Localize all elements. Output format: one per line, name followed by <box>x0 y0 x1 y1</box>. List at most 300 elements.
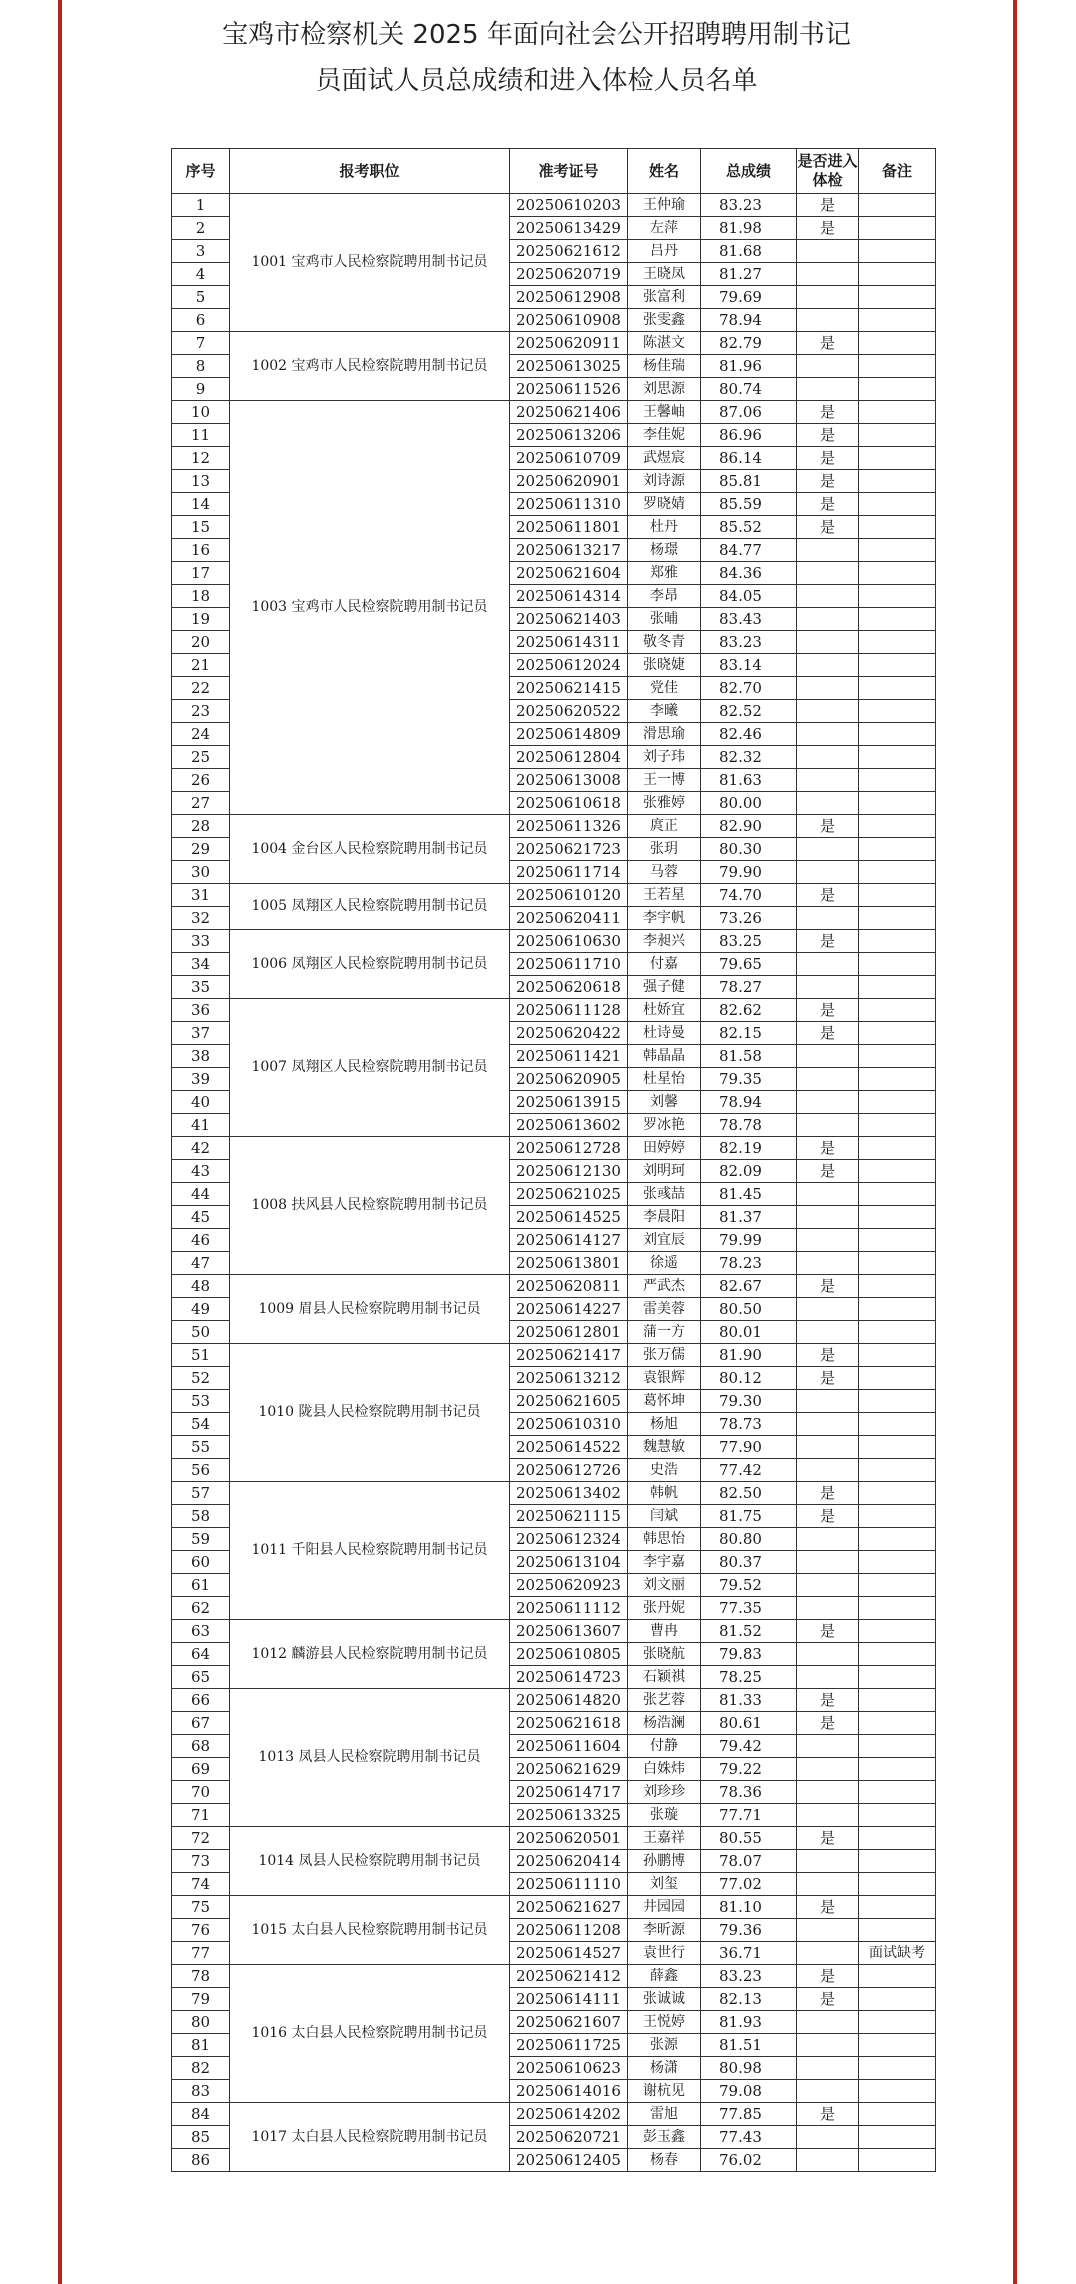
seq-cell: 16 <box>172 539 230 562</box>
table-row <box>172 930 936 953</box>
seq-cell: 25 <box>172 746 230 769</box>
physical-exam-cell <box>797 1321 859 1344</box>
seq-cell: 61 <box>172 1574 230 1597</box>
exam-id-cell: 20250613008 <box>510 769 628 792</box>
header-score: 总成绩 <box>701 149 797 194</box>
name-cell: 闫斌 <box>628 1505 701 1528</box>
note-cell <box>859 562 936 585</box>
score-cell: 78.94 <box>701 309 797 332</box>
physical-exam-cell <box>797 838 859 861</box>
exam-id-cell: 20250610805 <box>510 1643 628 1666</box>
seq-cell: 12 <box>172 447 230 470</box>
seq-cell: 13 <box>172 470 230 493</box>
note-cell <box>859 1712 936 1735</box>
exam-id-cell: 20250614111 <box>510 1988 628 2011</box>
score-cell: 82.46 <box>701 723 797 746</box>
note-cell <box>859 332 936 355</box>
score-cell: 81.51 <box>701 2034 797 2057</box>
score-cell: 80.98 <box>701 2057 797 2080</box>
seq-cell: 18 <box>172 585 230 608</box>
seq-cell: 36 <box>172 999 230 1022</box>
exam-id-cell: 20250612024 <box>510 654 628 677</box>
seq-cell: 48 <box>172 1275 230 1298</box>
physical-exam-cell <box>797 746 859 769</box>
right-border-line <box>1013 0 1017 2284</box>
seq-cell: 22 <box>172 677 230 700</box>
seq-cell: 20 <box>172 631 230 654</box>
note-cell <box>859 907 936 930</box>
score-cell: 74.70 <box>701 884 797 907</box>
seq-cell: 52 <box>172 1367 230 1390</box>
physical-exam-cell <box>797 1413 859 1436</box>
physical-exam-cell <box>797 1666 859 1689</box>
name-cell: 袁银辉 <box>628 1367 701 1390</box>
exam-id-cell: 20250611208 <box>510 1919 628 1942</box>
seq-cell: 78 <box>172 1965 230 1988</box>
exam-id-cell: 20250612801 <box>510 1321 628 1344</box>
note-cell <box>859 1275 936 1298</box>
exam-id-cell: 20250621412 <box>510 1965 628 1988</box>
score-cell: 73.26 <box>701 907 797 930</box>
seq-cell: 58 <box>172 1505 230 1528</box>
note-cell <box>859 2149 936 2172</box>
left-border-line <box>58 0 62 2284</box>
exam-id-cell: 20250621417 <box>510 1344 628 1367</box>
physical-exam-cell <box>797 2126 859 2149</box>
note-cell <box>859 355 936 378</box>
note-cell <box>859 240 936 263</box>
seq-cell: 57 <box>172 1482 230 1505</box>
note-cell <box>859 1827 936 1850</box>
table-row <box>172 999 936 1022</box>
score-cell: 81.63 <box>701 769 797 792</box>
name-cell: 滑思瑜 <box>628 723 701 746</box>
seq-cell: 74 <box>172 1873 230 1896</box>
exam-id-cell: 20250611310 <box>510 493 628 516</box>
exam-id-cell: 20250610203 <box>510 194 628 217</box>
name-cell: 刘珍珍 <box>628 1781 701 1804</box>
name-cell: 杜星怡 <box>628 1068 701 1091</box>
name-cell: 杜丹 <box>628 516 701 539</box>
name-cell: 王一博 <box>628 769 701 792</box>
name-cell: 王馨岫 <box>628 401 701 424</box>
seq-cell: 60 <box>172 1551 230 1574</box>
score-cell: 79.83 <box>701 1643 797 1666</box>
name-cell: 王悦婷 <box>628 2011 701 2034</box>
score-cell: 82.52 <box>701 700 797 723</box>
physical-exam-cell: 是 <box>797 1344 859 1367</box>
physical-exam-cell: 是 <box>797 1689 859 1712</box>
table-row <box>172 1620 936 1643</box>
name-cell: 徐遥 <box>628 1252 701 1275</box>
seq-cell: 53 <box>172 1390 230 1413</box>
score-cell: 81.52 <box>701 1620 797 1643</box>
physical-exam-cell <box>797 1252 859 1275</box>
name-cell: 薛鑫 <box>628 1965 701 1988</box>
score-cell: 77.35 <box>701 1597 797 1620</box>
exam-id-cell: 20250611112 <box>510 1597 628 1620</box>
note-cell <box>859 1068 936 1091</box>
note-cell <box>859 838 936 861</box>
physical-exam-cell: 是 <box>797 1620 859 1643</box>
physical-exam-cell: 是 <box>797 1712 859 1735</box>
note-cell <box>859 1988 936 2011</box>
score-cell: 79.65 <box>701 953 797 976</box>
note-cell <box>859 769 936 792</box>
exam-id-cell: 20250620414 <box>510 1850 628 1873</box>
physical-exam-cell: 是 <box>797 1160 859 1183</box>
physical-exam-cell: 是 <box>797 930 859 953</box>
table-row <box>172 401 936 424</box>
table-row <box>172 2103 936 2126</box>
seq-cell: 47 <box>172 1252 230 1275</box>
physical-exam-cell <box>797 861 859 884</box>
score-cell: 82.09 <box>701 1160 797 1183</box>
physical-exam-cell <box>797 585 859 608</box>
physical-exam-cell <box>797 1942 859 1965</box>
exam-id-cell: 20250612728 <box>510 1137 628 1160</box>
physical-exam-cell <box>797 2149 859 2172</box>
note-cell <box>859 1367 936 1390</box>
note-cell <box>859 1551 936 1574</box>
note-cell <box>859 1896 936 1919</box>
name-cell: 严武杰 <box>628 1275 701 1298</box>
exam-id-cell: 20250620719 <box>510 263 628 286</box>
exam-id-cell: 20250611710 <box>510 953 628 976</box>
exam-id-cell: 20250613801 <box>510 1252 628 1275</box>
seq-cell: 1 <box>172 194 230 217</box>
physical-exam-cell: 是 <box>797 1896 859 1919</box>
exam-id-cell: 20250612324 <box>510 1528 628 1551</box>
position-cell: 1012 麟游县人民检察院聘用制书记员 <box>230 1620 510 1689</box>
score-cell: 81.68 <box>701 240 797 263</box>
note-cell <box>859 792 936 815</box>
name-cell: 张晓航 <box>628 1643 701 1666</box>
position-cell: 1004 金台区人民检察院聘用制书记员 <box>230 815 510 884</box>
name-cell: 李佳妮 <box>628 424 701 447</box>
name-cell: 杨璟 <box>628 539 701 562</box>
position-cell: 1009 眉县人民检察院聘用制书记员 <box>230 1275 510 1344</box>
score-cell: 79.35 <box>701 1068 797 1091</box>
physical-exam-cell <box>797 631 859 654</box>
physical-exam-cell: 是 <box>797 217 859 240</box>
note-cell <box>859 2011 936 2034</box>
physical-exam-cell <box>797 1298 859 1321</box>
score-cell: 78.23 <box>701 1252 797 1275</box>
seq-cell: 83 <box>172 2080 230 2103</box>
name-cell: 杜娇宜 <box>628 999 701 1022</box>
seq-cell: 43 <box>172 1160 230 1183</box>
physical-exam-cell: 是 <box>797 516 859 539</box>
exam-id-cell: 20250613429 <box>510 217 628 240</box>
physical-exam-cell <box>797 1528 859 1551</box>
seq-cell: 55 <box>172 1436 230 1459</box>
score-cell: 85.52 <box>701 516 797 539</box>
exam-id-cell: 20250611714 <box>510 861 628 884</box>
name-cell: 张富利 <box>628 286 701 309</box>
seq-cell: 44 <box>172 1183 230 1206</box>
seq-cell: 35 <box>172 976 230 999</box>
exam-id-cell: 20250621627 <box>510 1896 628 1919</box>
name-cell: 袁世行 <box>628 1942 701 1965</box>
name-cell: 白姝炜 <box>628 1758 701 1781</box>
name-cell: 付嘉 <box>628 953 701 976</box>
exam-id-cell: 20250620422 <box>510 1022 628 1045</box>
seq-cell: 51 <box>172 1344 230 1367</box>
seq-cell: 82 <box>172 2057 230 2080</box>
score-cell: 78.25 <box>701 1666 797 1689</box>
seq-cell: 64 <box>172 1643 230 1666</box>
seq-cell: 17 <box>172 562 230 585</box>
seq-cell: 39 <box>172 1068 230 1091</box>
name-cell: 石颖祺 <box>628 1666 701 1689</box>
seq-cell: 66 <box>172 1689 230 1712</box>
exam-id-cell: 20250614717 <box>510 1781 628 1804</box>
seq-cell: 76 <box>172 1919 230 1942</box>
physical-exam-cell <box>797 1643 859 1666</box>
name-cell: 张诚诚 <box>628 1988 701 2011</box>
note-cell <box>859 1206 936 1229</box>
name-cell: 王若星 <box>628 884 701 907</box>
seq-cell: 62 <box>172 1597 230 1620</box>
note-cell <box>859 1459 936 1482</box>
position-cell: 1017 太白县人民检察院聘用制书记员 <box>230 2103 510 2172</box>
exam-id-cell: 20250610709 <box>510 447 628 470</box>
name-cell: 王仲瑜 <box>628 194 701 217</box>
seq-cell: 41 <box>172 1114 230 1137</box>
seq-cell: 8 <box>172 355 230 378</box>
exam-id-cell: 20250612130 <box>510 1160 628 1183</box>
seq-cell: 42 <box>172 1137 230 1160</box>
seq-cell: 23 <box>172 700 230 723</box>
name-cell: 杨潇 <box>628 2057 701 2080</box>
score-cell: 82.79 <box>701 332 797 355</box>
score-cell: 77.43 <box>701 2126 797 2149</box>
physical-exam-cell: 是 <box>797 1827 859 1850</box>
physical-exam-cell: 是 <box>797 1505 859 1528</box>
note-cell <box>859 1390 936 1413</box>
name-cell: 刘宜辰 <box>628 1229 701 1252</box>
exam-id-cell: 20250613104 <box>510 1551 628 1574</box>
table-header-row <box>172 149 936 194</box>
exam-id-cell: 20250621025 <box>510 1183 628 1206</box>
physical-exam-cell <box>797 1183 859 1206</box>
seq-cell: 10 <box>172 401 230 424</box>
note-cell <box>859 677 936 700</box>
seq-cell: 24 <box>172 723 230 746</box>
exam-id-cell: 20250621605 <box>510 1390 628 1413</box>
name-cell: 蒲一方 <box>628 1321 701 1344</box>
note-cell <box>859 2057 936 2080</box>
note-cell <box>859 194 936 217</box>
physical-exam-cell: 是 <box>797 884 859 907</box>
header-exam-id: 准考证号 <box>510 149 628 194</box>
physical-exam-cell <box>797 562 859 585</box>
document-title <box>60 12 1013 104</box>
exam-id-cell: 20250612726 <box>510 1459 628 1482</box>
exam-id-cell: 20250620411 <box>510 907 628 930</box>
score-cell: 83.43 <box>701 608 797 631</box>
name-cell: 韩帆 <box>628 1482 701 1505</box>
note-cell <box>859 815 936 838</box>
seq-cell: 30 <box>172 861 230 884</box>
name-cell: 杜诗曼 <box>628 1022 701 1045</box>
score-cell: 79.90 <box>701 861 797 884</box>
table-row <box>172 1275 936 1298</box>
seq-cell: 15 <box>172 516 230 539</box>
note-cell <box>859 1965 936 1988</box>
note-cell <box>859 1689 936 1712</box>
seq-cell: 21 <box>172 654 230 677</box>
score-cell: 80.12 <box>701 1367 797 1390</box>
note-cell <box>859 1597 936 1620</box>
seq-cell: 81 <box>172 2034 230 2057</box>
name-cell: 罗冰艳 <box>628 1114 701 1137</box>
name-cell: 马蓉 <box>628 861 701 884</box>
results-table <box>171 148 936 2172</box>
score-cell: 83.23 <box>701 1965 797 1988</box>
name-cell: 刘子玮 <box>628 746 701 769</box>
name-cell: 陈湛文 <box>628 332 701 355</box>
physical-exam-cell: 是 <box>797 1988 859 2011</box>
name-cell: 张雅婷 <box>628 792 701 815</box>
physical-exam-cell: 是 <box>797 1965 859 1988</box>
name-cell: 王嘉祥 <box>628 1827 701 1850</box>
note-cell <box>859 516 936 539</box>
note-cell <box>859 1482 936 1505</box>
note-cell <box>859 1114 936 1137</box>
exam-id-cell: 20250614525 <box>510 1206 628 1229</box>
physical-exam-cell <box>797 976 859 999</box>
exam-id-cell: 20250614314 <box>510 585 628 608</box>
score-cell: 81.93 <box>701 2011 797 2034</box>
score-cell: 78.36 <box>701 1781 797 1804</box>
seq-cell: 70 <box>172 1781 230 1804</box>
score-cell: 81.33 <box>701 1689 797 1712</box>
physical-exam-cell: 是 <box>797 1275 859 1298</box>
exam-id-cell: 20250614202 <box>510 2103 628 2126</box>
physical-exam-cell <box>797 1597 859 1620</box>
score-cell: 82.13 <box>701 1988 797 2011</box>
exam-id-cell: 20250613025 <box>510 355 628 378</box>
physical-exam-cell <box>797 355 859 378</box>
exam-id-cell: 20250614522 <box>510 1436 628 1459</box>
score-cell: 86.96 <box>701 424 797 447</box>
exam-id-cell: 20250621403 <box>510 608 628 631</box>
name-cell: 张艺蓉 <box>628 1689 701 1712</box>
name-cell: 张晓婕 <box>628 654 701 677</box>
physical-exam-cell: 是 <box>797 999 859 1022</box>
physical-exam-cell <box>797 2057 859 2080</box>
physical-exam-cell <box>797 1574 859 1597</box>
seq-cell: 40 <box>172 1091 230 1114</box>
score-cell: 80.50 <box>701 1298 797 1321</box>
table-row <box>172 1137 936 1160</box>
table-row <box>172 1482 936 1505</box>
note-cell <box>859 309 936 332</box>
physical-exam-cell <box>797 1390 859 1413</box>
seq-cell: 38 <box>172 1045 230 1068</box>
score-cell: 82.67 <box>701 1275 797 1298</box>
name-cell: 杨浩澜 <box>628 1712 701 1735</box>
name-cell: 李曦 <box>628 700 701 723</box>
seq-cell: 59 <box>172 1528 230 1551</box>
note-cell <box>859 1344 936 1367</box>
physical-exam-cell <box>797 2011 859 2034</box>
exam-id-cell: 20250611326 <box>510 815 628 838</box>
seq-cell: 63 <box>172 1620 230 1643</box>
note-cell <box>859 1643 936 1666</box>
score-cell: 80.37 <box>701 1551 797 1574</box>
note-cell <box>859 861 936 884</box>
physical-exam-cell <box>797 1735 859 1758</box>
note-cell <box>859 539 936 562</box>
note-cell <box>859 746 936 769</box>
note-cell <box>859 1758 936 1781</box>
header-physical: 是否进入体检 <box>797 149 859 194</box>
physical-exam-cell <box>797 1850 859 1873</box>
physical-exam-cell <box>797 1459 859 1482</box>
exam-id-cell: 20250613607 <box>510 1620 628 1643</box>
note-cell <box>859 1160 936 1183</box>
note-cell <box>859 1045 936 1068</box>
exam-id-cell: 20250611604 <box>510 1735 628 1758</box>
note-cell <box>859 953 936 976</box>
exam-id-cell: 20250620501 <box>510 1827 628 1850</box>
physical-exam-cell: 是 <box>797 2103 859 2126</box>
note-cell <box>859 1850 936 1873</box>
exam-id-cell: 20250613325 <box>510 1804 628 1827</box>
name-cell: 郑雅 <box>628 562 701 585</box>
name-cell: 张源 <box>628 2034 701 2057</box>
score-cell: 82.19 <box>701 1137 797 1160</box>
name-cell: 党佳 <box>628 677 701 700</box>
seq-cell: 19 <box>172 608 230 631</box>
score-cell: 80.61 <box>701 1712 797 1735</box>
score-cell: 82.90 <box>701 815 797 838</box>
name-cell: 葛怀坤 <box>628 1390 701 1413</box>
score-cell: 81.37 <box>701 1206 797 1229</box>
score-cell: 80.74 <box>701 378 797 401</box>
seq-cell: 54 <box>172 1413 230 1436</box>
seq-cell: 85 <box>172 2126 230 2149</box>
physical-exam-cell <box>797 769 859 792</box>
note-cell <box>859 378 936 401</box>
seq-cell: 56 <box>172 1459 230 1482</box>
exam-id-cell: 20250614723 <box>510 1666 628 1689</box>
name-cell: 杨佳瑞 <box>628 355 701 378</box>
physical-exam-cell <box>797 1436 859 1459</box>
score-cell: 77.90 <box>701 1436 797 1459</box>
name-cell: 史浩 <box>628 1459 701 1482</box>
name-cell: 田婷婷 <box>628 1137 701 1160</box>
exam-id-cell: 20250614127 <box>510 1229 628 1252</box>
seq-cell: 69 <box>172 1758 230 1781</box>
physical-exam-cell <box>797 1551 859 1574</box>
score-cell: 84.05 <box>701 585 797 608</box>
name-cell: 张彧喆 <box>628 1183 701 1206</box>
physical-exam-cell <box>797 240 859 263</box>
note-cell <box>859 700 936 723</box>
name-cell: 曹冉 <box>628 1620 701 1643</box>
exam-id-cell: 20250610908 <box>510 309 628 332</box>
exam-id-cell: 20250621115 <box>510 1505 628 1528</box>
note-cell <box>859 1574 936 1597</box>
table-row <box>172 884 936 907</box>
physical-exam-cell <box>797 2080 859 2103</box>
score-cell: 83.25 <box>701 930 797 953</box>
physical-exam-cell <box>797 792 859 815</box>
